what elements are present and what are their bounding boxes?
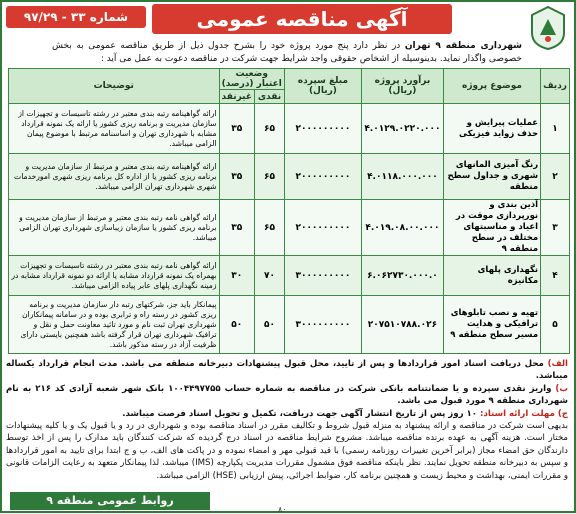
intro-text: در نظر دارد پنج مورد پروژه خود را بشرح جدول ذیل از طریق مناقصه عمومی به بخش خصوصی واگذار نماید. بدینوسیله از اشخاص حقوقی واجد شرایط جهت شرکت در مناقصه دعوت به عمل می آید : <box>52 41 522 64</box>
notice-number: شماره ۳۳ - ۹۷/۲۹ <box>6 6 146 28</box>
row-deposit: ۲۰۰۰۰۰۰۰۰۰ <box>284 154 361 200</box>
row-subject: عملیات پیرایش و حذف زواید فیزیکی <box>443 104 540 154</box>
notice-title: آگهی مناقصه عمومی <box>152 4 452 34</box>
row-subject: آذین بندی و نورپردازی موقت در اعیاد و مناسبتهای مختلف در سطح منطقه ۹ <box>443 200 540 256</box>
row-deposit: ۳۰۰۰۰۰۰۰۰۰ <box>284 296 361 354</box>
row-number: ۱ <box>541 104 570 154</box>
term-c-text: ۱۰ روز پس از تاریخ انتشار آگهی جهت دریافت، تکمیل و تحویل اسناد فرصت میباشد. <box>122 408 481 419</box>
term-a-text: محل دریافت اسناد امور قراردادها و پس از تایید، محل قبول پیشنهادات دبیرخانه منطقه می باشد. مدت انجام قرارداد یکساله میباشد. <box>6 359 568 382</box>
row-cash: ۵۰ <box>255 296 285 354</box>
row-deposit: ۲۰۰۰۰۰۰۰۰۰ <box>284 104 361 154</box>
term-a-label: الف) <box>547 359 568 369</box>
col-header-notes: توضیحات <box>9 69 220 104</box>
table-row <box>9 256 570 296</box>
row-number: ۴ <box>541 256 570 296</box>
row-cash: ۶۵ <box>255 154 285 200</box>
term-c-label: ج) مهلت ارائه اسناد: <box>480 408 568 419</box>
col-header-subject: موضوع پروژه <box>443 69 540 104</box>
row-notes: ارائه گواهی نامه رتبه بندی معتبر و مرتبط از سازمان مدیریت و برنامه ریزی کشور یا سازمان زیباسازی شهرداری تهران الزامی میباشد. <box>9 200 220 256</box>
page-mark: ۸۰ <box>278 505 287 514</box>
term-b-label: ب) <box>555 383 568 394</box>
row-cash: ۶۵ <box>255 104 285 154</box>
header <box>2 2 574 38</box>
term-c <box>6 408 568 420</box>
row-deposit: ۳۰۰۰۰۰۰۰۰۰ <box>284 256 361 296</box>
row-cash: ۷۰ <box>255 256 285 296</box>
signature-band: روابط عمومی منطقه ۹ <box>10 492 210 510</box>
col-header-noncash: غیرنقد <box>219 90 254 104</box>
row-cash: ۶۵ <box>255 200 285 256</box>
intro-org: شهرداری منطقه ۹ تهران <box>404 41 522 51</box>
row-estimate: ۲۰۷۵۱۰۷۸۸.۰۲۶ <box>361 296 443 354</box>
col-header-row: ردیف <box>541 69 570 104</box>
row-notes: پیمانکار باید جز، شرکتهای رتبه دار سازمان مدیریت و برنامه ریزی کشور در رسته راه و ترابری بوده و در سامانه پیمانکاران شهرداری تهران ثبت نام و مورد تائید معاونت حمل و نقل و ترافیک شهرداری تهران قرار گرفته باشد همچنین بایستی دارای ظرفیت آزاد در رسته مذکور باشد. <box>9 296 220 354</box>
intro-paragraph <box>52 40 522 66</box>
row-estimate: ۶.۰۶۲۷۳۰.۰۰۰.۰ <box>361 256 443 296</box>
row-subject: نگهداری پلهای مکانیزه <box>443 256 540 296</box>
table-row <box>9 296 570 354</box>
term-d: بدیهی است شرکت در مناقصه و ارائه پیشنهاد به منزله قبول شروط و تکالیف مقرر در اسناد مناقصه بوده و شهرداری در رد و یا قبول یک و یا کلیه پیشنهادات مختار است. هزینه آگهی به عهده برنده مناقصه میباشد. مشروح شرایط مناقصه در اسناد درج گردیده که شرکت کنندگان باید مدارک را پس از اخذ توسط دارندگان حق امضاء مجاز (برابر آخرین تغییرات روزنامه رسمی) با قید قبولی مهر و امضاء نموده و در پاکت های الف، ب و ج ابتدا برای تایید به امور قراردادها و سپس به دبیرخانه منطقه تحویل نمایند. نظر باینکه مناقصه فوق مشمول مقررات مدیریت پکپارچه (IMS) میباشد، لذا پیمانکار متعهد به رعایت الزامات قانونی و مقررات ایمنی، بهداشت و محیط زیست و همچنین برنامه کار، ضوابط اجرائی، پیش ارزیابی (HSE) الزامی میباشد. <box>6 421 568 481</box>
row-deposit: ۲۰۰۰۰۰۰۰۰۰ <box>284 200 361 256</box>
row-estimate: ۴.۰۱۹.۰۸.۰۰.۰۰۰ <box>361 200 443 256</box>
col-header-credit: وضعیت اعتبار (درصد) <box>219 69 284 90</box>
row-estimate: ۴.۰۱۱۸.۰۰۰.۰۰۰ <box>361 154 443 200</box>
row-noncash: ۳۵ <box>219 104 254 154</box>
row-subject: رنگ آمیزی المانهای شهری و جداول سطح منطقه <box>443 154 540 200</box>
row-notes: ارائه گواهی نامه رتبه بندی معتبر در رشته تاسیسات و تجهیزات بهمراه یک نمونه قرارداد مشابه یا ارائه دو نمونه قرارداد مشابه در زمینه نگهداری پلهای عابر پیاده الزامی میباشد. <box>9 256 220 296</box>
col-header-estimate: برآورد پروژه (ریال) <box>361 69 443 104</box>
row-subject: تهیه و نصب تابلوهای ترافیکی و هدایت مسیر سطح منطقه ۹ <box>443 296 540 354</box>
table-row <box>9 200 570 256</box>
row-noncash: ۵۰ <box>219 296 254 354</box>
row-estimate: ۴.۰۱۲۹.۰۲۲۰.۰۰۰ <box>361 104 443 154</box>
row-number: ۵ <box>541 296 570 354</box>
projects-table <box>8 68 570 354</box>
row-number: ۳ <box>541 200 570 256</box>
col-header-deposit: مبلغ سپرده (ریال) <box>284 69 361 104</box>
municipality-logo-icon <box>528 5 568 51</box>
row-noncash: ۳۵ <box>219 154 254 200</box>
col-header-cash: نقدی <box>255 90 285 104</box>
term-a <box>6 358 568 383</box>
row-noncash: ۳۰ <box>219 256 254 296</box>
term-b-text: واریز نقدی سپرده و یا ضمانتنامه بانکی شرکت در مناقصه به شماره حساب ۱۰۰۴۴۹۷۷۵۵ بانک شهر شعبه آزادی کد ۲۱۶ به نام شهرداری منطقه ۹ مورد قبول می باشد. <box>6 383 568 407</box>
row-notes: ارائه گواهینامه رتبه بندی معتبر در رشته تاسیسات و تجهیزات از سازمان مدیریت و برنامه ریزی کشور یا ارائه یک نمونه قرارداد مشابه با شهرداری تهران و اساسنامه مرتبط با موضوع پیمان الزامی میباشد. <box>9 104 220 154</box>
row-number: ۲ <box>541 154 570 200</box>
footer-terms <box>6 358 568 482</box>
table-row <box>9 104 570 154</box>
row-noncash: ۳۵ <box>219 200 254 256</box>
row-notes: ارائه گواهینامه رتبه بندی معتبر و مرتبط از سازمان مدیریت و برنامه ریزی کشور یا از اداره کل برنامه ریزی شهری امورخدمات شهری شهرداری تهران الزامی میباشد. <box>9 154 220 200</box>
table-row <box>9 154 570 200</box>
term-b <box>6 383 568 408</box>
